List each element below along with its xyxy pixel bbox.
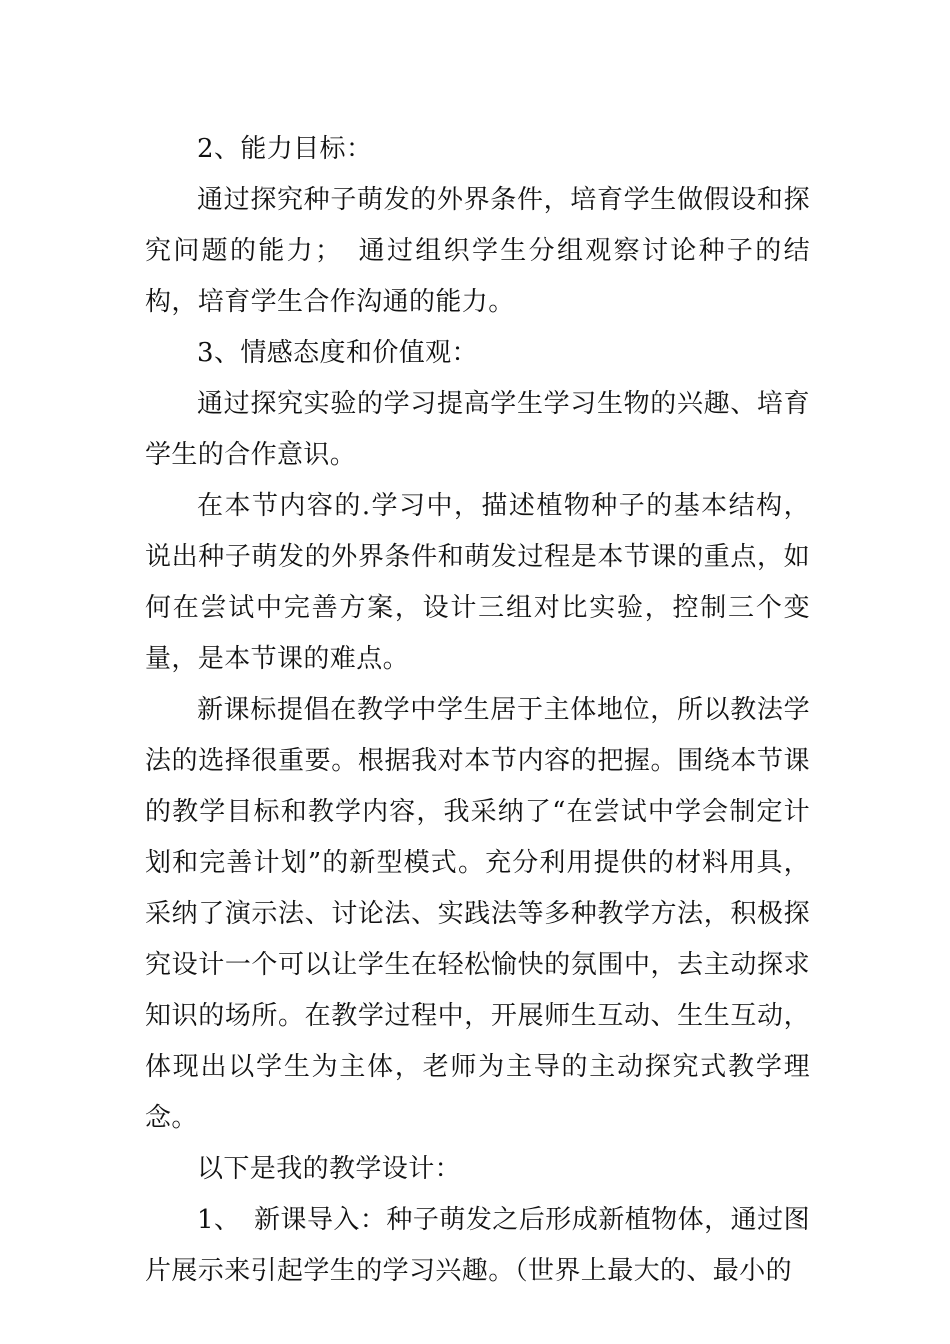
paragraph-ability-goal: 通过探究种子萌发的外界条件，培育学生做假设和探究问题的能力； 通过组织学生分组观察讨论种子的结构，培育学生合作沟通的能力。: [145, 185, 810, 317]
paragraph-teaching-methods: 新课标提倡在教学中学生居于主体地位，所以教法学法的选择很重要。根据我对本节内容的把握。围绕本节课的教学目标和教学内容，我采纳了“在尝试中学会制定计划和完善计划”的新型模式。充分利用提供的材料用具，采纳了演示法、讨论法、实践法等多种教学方法，积极探究设计一个可以让学生在轻松愉快的氛围中，去主动探求知识的场所。在教学过程中，开展师生互动、生生互动，体现出以学生为主体，老师为主导的主动探究式教学理念。: [145, 695, 810, 1133]
paragraph-attitude-values: 通过探究实验的学习提高学生学习生物的兴趣、培育学生的合作意识。: [145, 389, 810, 470]
body-text: [145, 124, 810, 1297]
paragraph-lesson-intro: 1、 新课导入：种子萌发之后形成新植物体，通过图片展示来引起学生的学习兴趣。（世界上最大的、最小的: [145, 1205, 810, 1286]
paragraph-key-points: 在本节内容的.学习中，描述植物种子的基本结构，说出种子萌发的外界条件和萌发过程是本节课的重点，如何在尝试中完善方案，设计三组对比实验，控制三个变量，是本节课的难点。: [145, 491, 810, 674]
heading-ability-goal: 2、能力目标：: [197, 134, 373, 164]
heading-attitude-values: 3、情感态度和价值观：: [197, 338, 478, 368]
paragraph-design-intro: 以下是我的教学设计：: [197, 1154, 462, 1184]
